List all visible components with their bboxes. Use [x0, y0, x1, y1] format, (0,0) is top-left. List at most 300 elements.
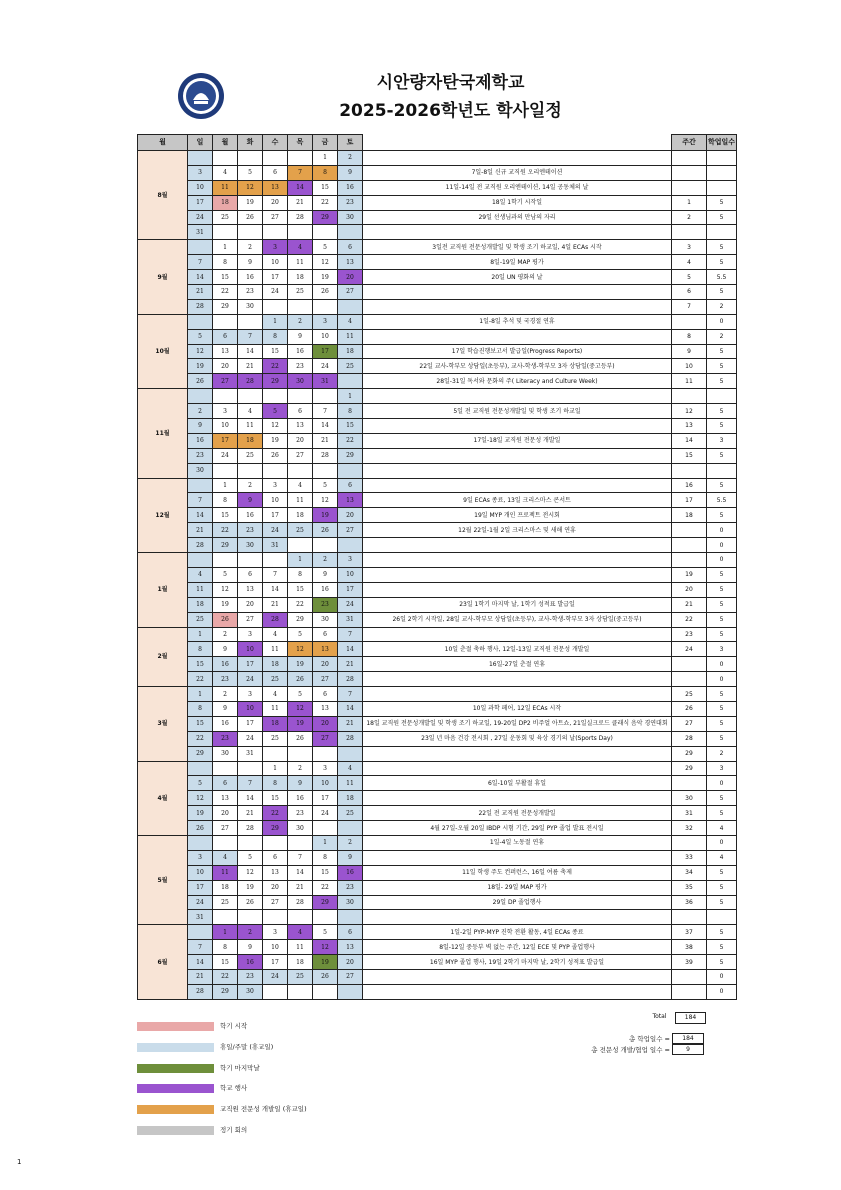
calendar-day: 16: [313, 582, 338, 597]
calendar-day: 5: [313, 925, 338, 940]
calendar-week-row: [138, 612, 737, 627]
week-number: [672, 180, 707, 195]
calendar-day: [238, 835, 263, 850]
event-description: 23일 1학기 마지막 날, 1학기 성적표 발급일: [363, 597, 672, 612]
calendar-day: [288, 835, 313, 850]
calendar-day: 19: [188, 359, 213, 374]
calendar-day: 13: [263, 180, 288, 195]
calendar-day: 29: [213, 538, 238, 553]
calendar-day: [313, 746, 338, 761]
calendar-day: 9: [213, 701, 238, 716]
calendar-day: 7: [338, 687, 363, 702]
calendar-day: 8: [263, 776, 288, 791]
calendar-day: 12: [213, 582, 238, 597]
calendar-day: 13: [213, 791, 238, 806]
calendar-day: 8: [188, 701, 213, 716]
calendar-day: 25: [338, 806, 363, 821]
legend-label: 학기 마지막날: [220, 1063, 260, 1072]
calendar-day: [263, 984, 288, 999]
calendar-day: [238, 225, 263, 240]
calendar-day: 10: [238, 642, 263, 657]
calendar-day: 21: [238, 806, 263, 821]
calendar-day: 11: [338, 776, 363, 791]
calendar-day: [238, 463, 263, 478]
event-description: 18일 교직원 전문성개발일 및 학생 조기 하교일, 19-20일 DP2 비주얼 아트쇼, 21일실크로드 클래식 음악 경연대회: [363, 716, 672, 731]
calendar-day: 9: [338, 850, 363, 865]
calendar-day: 9: [338, 165, 363, 180]
calendar-day: 11: [338, 329, 363, 344]
calendar-day: 26: [238, 210, 263, 225]
calendar-day: 30: [238, 984, 263, 999]
calendar-day: 2: [238, 478, 263, 493]
calendar-day: 31: [188, 910, 213, 925]
event-description: [363, 969, 672, 984]
calendar-week-row: [138, 493, 737, 508]
school-days-count: 5: [707, 255, 737, 270]
calendar-week-row: [138, 225, 737, 240]
calendar-day: 6: [338, 240, 363, 255]
school-days-count: 0: [707, 657, 737, 672]
month-label: 12월: [138, 478, 188, 552]
calendar-day: 30: [338, 210, 363, 225]
calendar-day: 8: [213, 493, 238, 508]
week-number: 16: [672, 478, 707, 493]
calendar-day: 1: [263, 314, 288, 329]
school-days-count: 5: [707, 731, 737, 746]
calendar-week-row: [138, 523, 737, 538]
week-number: 18: [672, 508, 707, 523]
calendar-day: 30: [288, 374, 313, 389]
event-description: 10일 과학 페어, 12일 ECAs 시작: [363, 701, 672, 716]
school-days-count: 5: [707, 448, 737, 463]
calendar-day: 26: [288, 672, 313, 687]
week-number: [672, 314, 707, 329]
calendar-day: 27: [338, 969, 363, 984]
calendar-day: 6: [238, 567, 263, 582]
week-number: 12: [672, 404, 707, 419]
calendar-day: 6: [263, 165, 288, 180]
calendar-day: 21: [188, 285, 213, 300]
calendar-day: 19: [238, 880, 263, 895]
school-days-count: 4: [707, 821, 737, 836]
week-number: 33: [672, 850, 707, 865]
calendar-day: 30: [213, 746, 238, 761]
calendar-day: 18: [338, 344, 363, 359]
school-days-count: 5: [707, 597, 737, 612]
header-fri: 금: [313, 135, 338, 151]
calendar-day: 17: [263, 955, 288, 970]
school-days-count: [707, 151, 737, 166]
calendar-day: 21: [263, 597, 288, 612]
calendar-day: 3: [313, 314, 338, 329]
calendar-day: 2: [288, 314, 313, 329]
calendar-day: 22: [263, 806, 288, 821]
calendar-day: 15: [313, 865, 338, 880]
school-days-count: 5: [707, 359, 737, 374]
school-days-count: 5: [707, 716, 737, 731]
event-description: [363, 761, 672, 776]
calendar-day: [188, 925, 213, 940]
calendar-day: 18: [188, 597, 213, 612]
calendar-day: 4: [188, 567, 213, 582]
calendar-day: 12: [313, 493, 338, 508]
week-number: 7: [672, 299, 707, 314]
calendar-day: 19: [313, 270, 338, 285]
week-number: [672, 523, 707, 538]
legend-label: 학기 시작: [220, 1022, 248, 1030]
calendar-day: 25: [263, 731, 288, 746]
calendar-day: 4: [338, 314, 363, 329]
week-number: 30: [672, 791, 707, 806]
calendar-day: 3: [188, 165, 213, 180]
calendar-week-row: [138, 850, 737, 865]
calendar-day: 29: [213, 984, 238, 999]
event-description: [363, 478, 672, 493]
calendar-week-row: [138, 374, 737, 389]
academic-calendar-table: [137, 134, 737, 1000]
header-thu: 목: [288, 135, 313, 151]
event-description: 17일 학습진행보고서 발급일(Progress Reports): [363, 344, 672, 359]
legend-label: 교직원 전문성 개발일 (휴교일): [220, 1105, 307, 1114]
calendar-day: 7: [238, 329, 263, 344]
calendar-day: 13: [288, 419, 313, 434]
school-days-count: 0: [707, 969, 737, 984]
calendar-day: [263, 225, 288, 240]
legend-label: 정기 회의: [220, 1126, 248, 1134]
calendar-day: 23: [313, 597, 338, 612]
calendar-day: 2: [338, 151, 363, 166]
event-description: [363, 687, 672, 702]
calendar-day: 28: [338, 672, 363, 687]
calendar-week-row: [138, 165, 737, 180]
calendar-day: [263, 553, 288, 568]
calendar-day: 29: [213, 299, 238, 314]
month-label: 10월: [138, 314, 188, 388]
legend-swatch: [137, 1043, 214, 1052]
event-description: [363, 151, 672, 166]
calendar-week-row: [138, 627, 737, 642]
calendar-day: 18: [288, 508, 313, 523]
calendar-day: 6: [338, 478, 363, 493]
calendar-day: 9: [213, 642, 238, 657]
calendar-day: 24: [213, 448, 238, 463]
week-number: [672, 151, 707, 166]
calendar-week-row: [138, 151, 737, 166]
event-description: [363, 329, 672, 344]
calendar-day: 17: [313, 344, 338, 359]
page-number: 1: [17, 1158, 22, 1166]
school-days-count: 0: [707, 835, 737, 850]
calendar-week-row: [138, 776, 737, 791]
calendar-day: 14: [338, 701, 363, 716]
calendar-day: 2: [213, 687, 238, 702]
total-pd-days-label: 총 전문성 개발/협업 일수 =: [591, 1046, 670, 1054]
calendar-week-row: [138, 880, 737, 895]
calendar-day: [288, 151, 313, 166]
calendar-day: [188, 761, 213, 776]
calendar-day: 19: [188, 806, 213, 821]
week-number: [672, 225, 707, 240]
calendar-day: 20: [288, 433, 313, 448]
calendar-day: 22: [263, 359, 288, 374]
calendar-day: 26: [188, 821, 213, 836]
calendar-day: 25: [338, 359, 363, 374]
calendar-day: 12: [313, 940, 338, 955]
calendar-day: 28: [188, 299, 213, 314]
calendar-day: 25: [213, 895, 238, 910]
calendar-day: 17: [213, 433, 238, 448]
calendar-day: 1: [338, 389, 363, 404]
calendar-day: 9: [188, 419, 213, 434]
calendar-day: 23: [238, 969, 263, 984]
school-days-count: [707, 180, 737, 195]
week-number: 2: [672, 210, 707, 225]
month-label: 3월: [138, 687, 188, 761]
week-number: 15: [672, 448, 707, 463]
calendar-day: 28: [263, 612, 288, 627]
calendar-day: 2: [313, 553, 338, 568]
calendar-day: 15: [213, 270, 238, 285]
calendar-day: 3: [188, 850, 213, 865]
calendar-day: 14: [313, 419, 338, 434]
school-days-count: 0: [707, 553, 737, 568]
calendar-day: 16: [238, 955, 263, 970]
calendar-day: 23: [338, 880, 363, 895]
calendar-day: 25: [288, 523, 313, 538]
school-days-count: 5: [707, 612, 737, 627]
calendar-day: 11: [263, 701, 288, 716]
calendar-day: [313, 463, 338, 478]
calendar-day: 12: [188, 344, 213, 359]
calendar-day: 27: [288, 448, 313, 463]
calendar-day: 12: [238, 865, 263, 880]
calendar-day: 20: [263, 195, 288, 210]
calendar-day: 8: [338, 404, 363, 419]
school-days-count: 5: [707, 419, 737, 434]
calendar-day: 6: [213, 329, 238, 344]
calendar-day: 23: [338, 195, 363, 210]
calendar-day: 10: [188, 180, 213, 195]
week-number: 5: [672, 270, 707, 285]
header-wed: 수: [263, 135, 288, 151]
calendar-day: 28: [188, 538, 213, 553]
calendar-day: 6: [263, 850, 288, 865]
calendar-day: 4: [263, 627, 288, 642]
calendar-day: 9: [238, 940, 263, 955]
calendar-day: 4: [238, 404, 263, 419]
calendar-day: 5: [288, 687, 313, 702]
header-mon: 월: [213, 135, 238, 151]
calendar-day: 11: [213, 180, 238, 195]
calendar-day: 1: [213, 240, 238, 255]
week-number: 28: [672, 731, 707, 746]
school-days-count: [707, 225, 737, 240]
calendar-day: 3: [263, 240, 288, 255]
legend-label: 휴일/주말 (휴교일): [220, 1042, 274, 1051]
calendar-day: 20: [313, 657, 338, 672]
calendar-day: 8: [288, 567, 313, 582]
calendar-week-row: [138, 865, 737, 880]
calendar-day: 13: [338, 255, 363, 270]
calendar-day: [338, 463, 363, 478]
month-label: 6월: [138, 925, 188, 999]
calendar-day: 25: [263, 672, 288, 687]
calendar-day: [338, 984, 363, 999]
week-number: [672, 984, 707, 999]
calendar-day: 22: [213, 285, 238, 300]
calendar-day: 18: [338, 791, 363, 806]
calendar-day: 31: [313, 374, 338, 389]
calendar-day: 16: [213, 716, 238, 731]
calendar-week-row: [138, 553, 737, 568]
calendar-week-row: [138, 642, 737, 657]
month-label: 2월: [138, 627, 188, 687]
week-number: [672, 553, 707, 568]
event-description: 16일 MYP 졸업 행사, 19일 2학기 마지막 날, 2학기 성적표 발급일: [363, 955, 672, 970]
calendar-week-row: [138, 672, 737, 687]
event-description: 22일 교사-학부모 상담일(초등부), 교사-학생-학부모 3자 상담일(중고등부): [363, 359, 672, 374]
week-number: 3: [672, 240, 707, 255]
calendar-day: 12: [188, 791, 213, 806]
week-number: [672, 463, 707, 478]
calendar-day: 28: [238, 374, 263, 389]
week-number: 39: [672, 955, 707, 970]
calendar-day: 27: [338, 285, 363, 300]
school-days-count: 5: [707, 925, 737, 940]
calendar-day: 1: [188, 627, 213, 642]
event-description: 8일-12일 중등부 벽 없는 주간, 12일 ECE 및 PYP 졸업행사: [363, 940, 672, 955]
calendar-day: 25: [288, 969, 313, 984]
calendar-day: [288, 746, 313, 761]
week-number: 20: [672, 582, 707, 597]
calendar-day: 22: [338, 433, 363, 448]
calendar-day: 17: [313, 791, 338, 806]
school-days-count: 5: [707, 285, 737, 300]
calendar-week-row: [138, 180, 737, 195]
calendar-day: 11: [288, 493, 313, 508]
school-days-count: [707, 165, 737, 180]
calendar-day: 1: [213, 925, 238, 940]
school-days-count: 2: [707, 746, 737, 761]
calendar-day: [288, 299, 313, 314]
month-label: 11월: [138, 389, 188, 478]
event-description: [363, 553, 672, 568]
event-description: 22일 전 교직원 전문성개발일: [363, 806, 672, 821]
calendar-week-row: [138, 314, 737, 329]
calendar-day: 20: [238, 597, 263, 612]
event-description: 5일 전 교직원 전문성개발일 및 학생 조기 하교일: [363, 404, 672, 419]
calendar-day: 20: [213, 359, 238, 374]
calendar-day: 30: [288, 821, 313, 836]
calendar-day: 26: [313, 969, 338, 984]
calendar-day: [238, 389, 263, 404]
calendar-day: 26: [263, 448, 288, 463]
calendar-week-row: [138, 731, 737, 746]
calendar-day: [288, 910, 313, 925]
calendar-day: 23: [238, 285, 263, 300]
calendar-week-row: [138, 448, 737, 463]
week-number: 4: [672, 255, 707, 270]
week-number: [672, 672, 707, 687]
calendar-day: 28: [313, 448, 338, 463]
calendar-day: 28: [288, 895, 313, 910]
calendar-week-row: [138, 463, 737, 478]
calendar-day: 28: [288, 210, 313, 225]
calendar-day: 10: [338, 567, 363, 582]
calendar-day: 16: [213, 657, 238, 672]
event-description: [363, 567, 672, 582]
event-description: [363, 850, 672, 865]
header-school-days: 학업일수: [707, 135, 737, 151]
week-number: 29: [672, 761, 707, 776]
calendar-day: 3: [213, 404, 238, 419]
school-days-count: 0: [707, 314, 737, 329]
calendar-day: [263, 835, 288, 850]
school-days-count: 5: [707, 344, 737, 359]
calendar-day: 1: [213, 478, 238, 493]
calendar-day: 24: [188, 210, 213, 225]
calendar-day: 15: [188, 716, 213, 731]
calendar-week-row: [138, 716, 737, 731]
calendar-day: [338, 910, 363, 925]
total-pd-days-value: 9: [672, 1044, 704, 1055]
calendar-day: 9: [313, 567, 338, 582]
calendar-day: 9: [288, 329, 313, 344]
calendar-day: [263, 463, 288, 478]
calendar-day: 3: [263, 478, 288, 493]
calendar-day: 13: [338, 493, 363, 508]
calendar-day: [338, 821, 363, 836]
event-description: [363, 627, 672, 642]
calendar-day: 7: [288, 165, 313, 180]
calendar-day: 13: [213, 344, 238, 359]
calendar-week-row: [138, 299, 737, 314]
calendar-day: 4: [213, 165, 238, 180]
calendar-day: 18: [263, 657, 288, 672]
legend-label: 학교 행사: [220, 1084, 248, 1093]
event-description: 17일-18일 교직원 전문성 개발일: [363, 433, 672, 448]
calendar-day: [263, 389, 288, 404]
calendar-day: 3: [313, 761, 338, 776]
calendar-day: 8: [263, 329, 288, 344]
school-days-count: [707, 463, 737, 478]
calendar-week-row: [138, 329, 737, 344]
calendar-week-row: [138, 835, 737, 850]
school-days-count: 5: [707, 404, 737, 419]
calendar-day: [263, 151, 288, 166]
calendar-day: 16: [238, 270, 263, 285]
week-number: [672, 657, 707, 672]
calendar-day: 27: [263, 895, 288, 910]
school-days-count: [707, 389, 737, 404]
calendar-week-row: [138, 508, 737, 523]
calendar-day: [338, 299, 363, 314]
calendar-day: 20: [263, 880, 288, 895]
calendar-day: 18: [213, 195, 238, 210]
calendar-day: [188, 240, 213, 255]
calendar-week-row: [138, 255, 737, 270]
calendar-day: 10: [313, 776, 338, 791]
calendar-day: 14: [238, 791, 263, 806]
calendar-week-row: [138, 344, 737, 359]
calendar-day: 7: [188, 493, 213, 508]
calendar-day: 27: [213, 821, 238, 836]
calendar-day: 29: [263, 374, 288, 389]
calendar-day: 11: [288, 940, 313, 955]
calendar-day: 14: [338, 642, 363, 657]
week-number: [672, 165, 707, 180]
legend-swatch: [137, 1084, 214, 1093]
